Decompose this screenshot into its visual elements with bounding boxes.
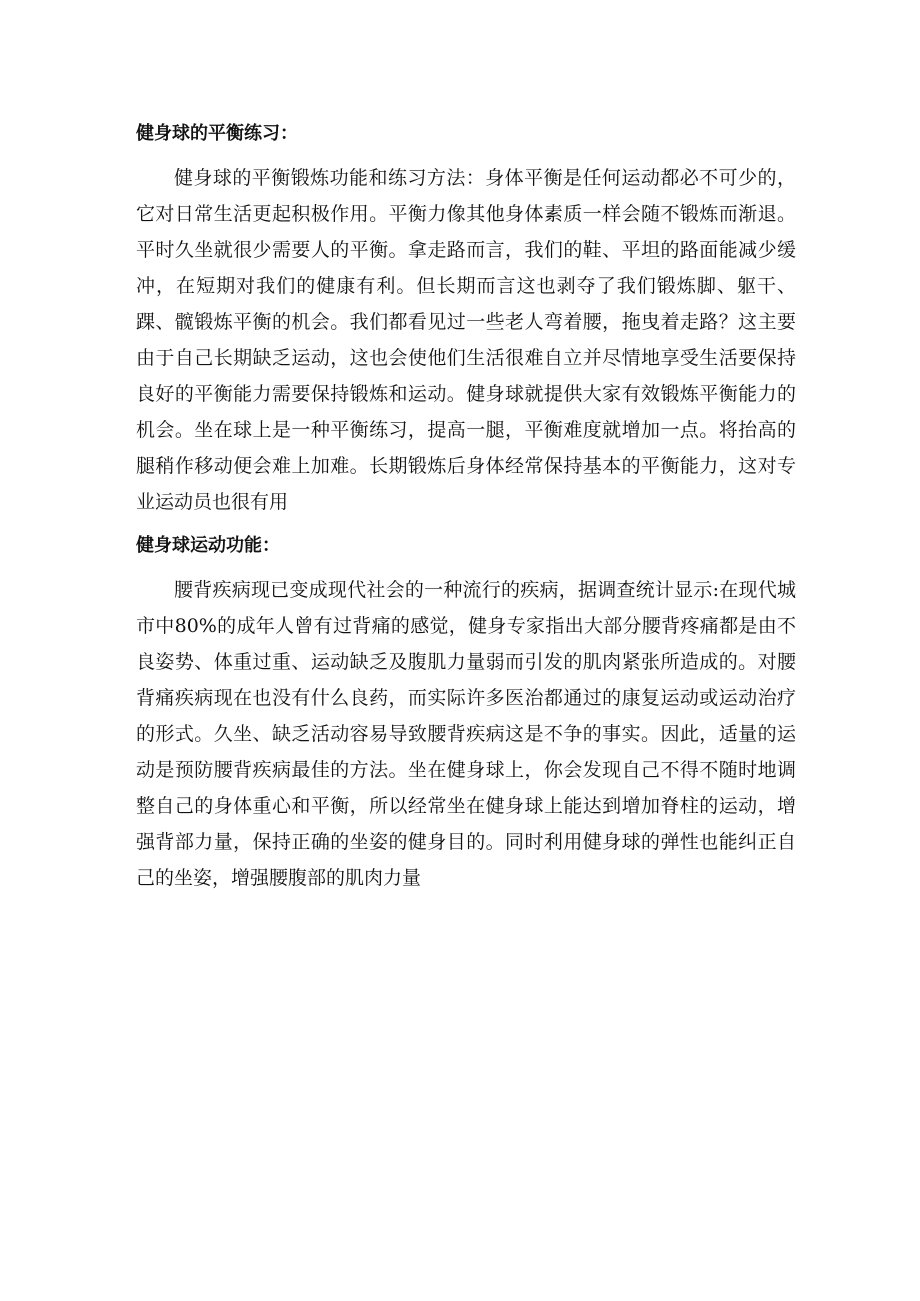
section-heading: 健身球的平衡练习： xyxy=(136,123,298,144)
document-body xyxy=(136,116,796,896)
section-paragraph: 腰背疾病现已变成现代社会的一种流行的疾病，据调查统计显示:在现代城市中80%的成年人曾有过背痛的感觉，健身专家指出大部分腰背疼痛都是由不良姿势、体重过重、运动缺乏及腹肌力量弱而引发的肌肉紧张所造成的。对腰背痛疾病现在也没有什么良药，而实际许多医治都通过的康复运动或运动治疗的形式。久坐、缺乏活动容易导致腰背疾病这是不争的事实。因此，适量的运动是预防腰背疾病最佳的方法。坐在健身球上，你会发现自己不得不随时地调整自己的身体重心和平衡，所以经常坐在健身球上能达到增加脊柱的运动，增强背部力量，保持正确的坐姿的健身目的。同时利用健身球的弹性也能纠正自己的坐姿，增强腰腹部的肌肉力量 xyxy=(136,579,796,889)
section-balance-exercise xyxy=(136,116,796,520)
section-paragraph: 健身球的平衡锻炼功能和练习方法：身体平衡是任何运动都必不可少的，它对日常生活更起积极作用。平衡力像其他身体素质一样会随不锻炼而渐退。平时久坐就很少需要人的平衡。拿走路而言，我们的鞋、平坦的路面能减少缓冲，在短期对我们的健康有利。但长期而言这也剥夺了我们锻炼脚、躯干、踝、髋锻炼平衡的机会。我们都看见过一些老人弯着腰，拖曳着走路？这主要由于自己长期缺乏运动，这也会使他们生活很难自立并尽情地享受生活要保持良好的平衡能力需要保持锻炼和运动。健身球就提供大家有效锻炼平衡能力的机会。坐在球上是一种平衡练习，提高一腿，平衡难度就增加一点。将抬高的腿稍作移动便会难上加难。长期锻炼后身体经常保持基本的平衡能力，这对专业运动员也很有用 xyxy=(136,167,796,513)
section-heading: 健身球运动功能： xyxy=(136,535,280,556)
section-exercise-function xyxy=(136,528,796,896)
